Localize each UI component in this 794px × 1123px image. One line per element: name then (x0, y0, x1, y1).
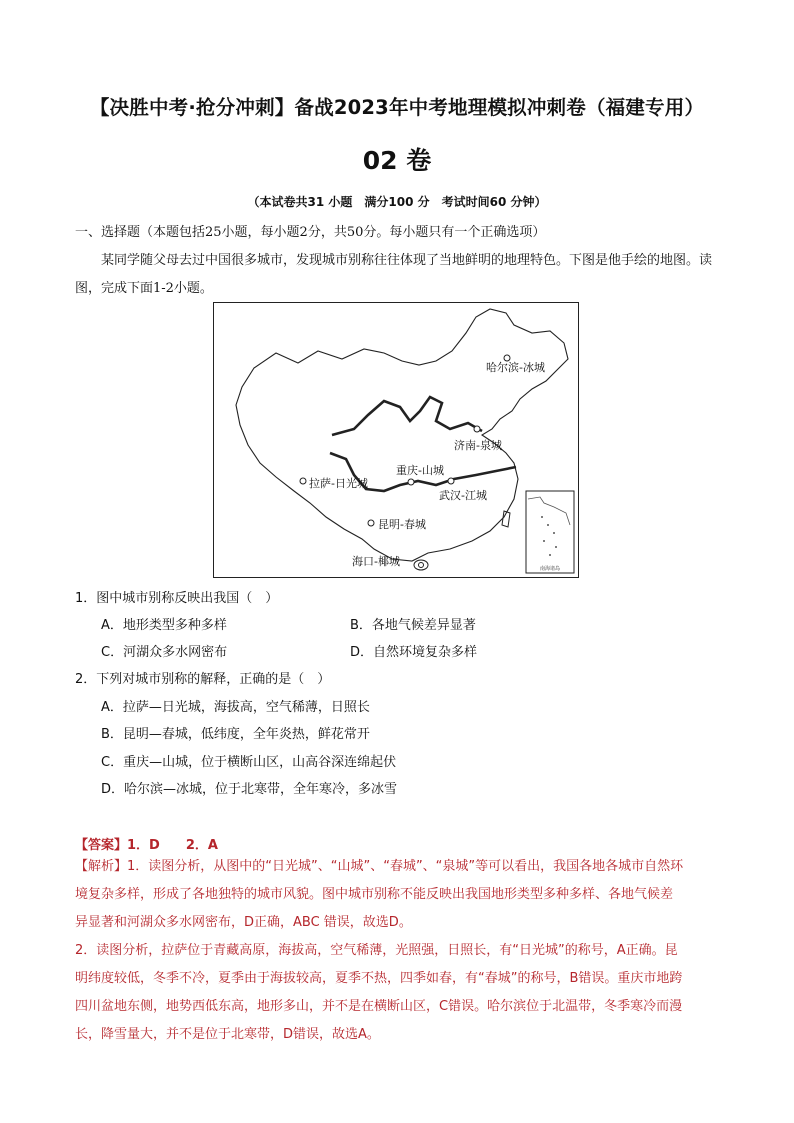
city-label-harbin: 哈尔滨-冰城 (486, 361, 545, 374)
south-china-sea-inset (526, 491, 574, 573)
wuhan-marker (448, 478, 454, 484)
china-map-drawing (214, 303, 578, 577)
city-label-chongqing: 重庆-山城 (396, 464, 444, 477)
q2-option-c: C．重庆—山城，位于横断山区，山高谷深连绵起伏 (101, 755, 397, 770)
city-label-jinan: 济南-泉城 (454, 439, 502, 452)
haikou-marker (419, 563, 424, 568)
analysis-line: 2．读图分析，拉萨位于青藏高原，海拔高，空气稀薄，光照强，日照长，有“日光城”的称号，A正确。昆 (75, 943, 678, 958)
analysis-line: 四川盆地东侧，地势西低东高，地形多山，并不是在横断山区，C错误。哈尔滨位于北温带，冬季寒冷而漫 (75, 999, 683, 1014)
analysis-line: 境复杂多样，形成了各地独特的城市风貌。图中城市别称不能反映出我国地形类型多种多样、各地气候差 (75, 887, 674, 902)
question-intro: 某同学随父母去过中国很多城市，发现城市别称往往体现了当地鲜明的地理特色。下图是他手绘的地图。读图，完成下面1-2小题。 (75, 253, 713, 296)
yellow-river (332, 397, 482, 435)
analysis-line: 异显著和河湖众多水网密布，D正确，ABC 错误，故选D。 (75, 915, 412, 930)
analysis-line: 明纬度较低，冬季不冷，夏季由于海拔较高，夏季不热，四季如春，有“春城”的称号，B错误。重庆市地跨 (75, 971, 683, 986)
q2-option-d: D．哈尔滨—冰城，位于北寒带，全年寒冷，多冰雪 (101, 782, 398, 797)
q1-option-b: B．各地气候差异显著 (350, 618, 476, 633)
question-1-stem: 1．图中城市别称反映出我国（ ） (75, 591, 279, 606)
q1-option-d: D．自然环境复杂多样 (350, 645, 478, 660)
china-map (213, 302, 579, 578)
kunming-marker (368, 520, 374, 526)
section-heading: 一、选择题（本题包括25小题，每小题2分，共50分。每小题只有一个正确选项） (75, 225, 546, 240)
page-title: 【决胜中考·抢分冲刺】备战2023年中考地理模拟冲刺卷（福建专用） (89, 96, 705, 119)
exam-meta: （本试卷共31 小题 满分100 分 考试时间60 分钟） (247, 195, 547, 209)
city-label-haikou: 海口-椰城 (352, 555, 400, 568)
inset-label: 南海诸岛 (539, 566, 561, 572)
q2-option-a: A．拉萨—日光城，海拔高，空气稀薄，日照长 (101, 700, 370, 715)
q2-option-b: B．昆明—春城，低纬度，全年炎热，鲜花常开 (101, 727, 370, 742)
city-label-kunming: 昆明-春城 (378, 518, 426, 531)
analysis-line: 长，降雪量大，并不是位于北寒带，D错误，故选A。 (75, 1027, 380, 1042)
answer-key: 【答案】1．D 2．A (75, 838, 218, 853)
q1-option-a: A．地形类型多种多样 (101, 618, 227, 633)
analysis-line: 【解析】1．读图分析，从图中的“日光城”、“山城”、“春城”、“泉城”等可以看出，我国各地各城市自然环 (75, 859, 684, 874)
chongqing-marker (408, 479, 414, 485)
question-2-stem: 2．下列对城市别称的解释，正确的是（ ） (75, 672, 331, 687)
volume-label: 02 卷 (362, 146, 432, 175)
city-label-wuhan: 武汉-江城 (439, 489, 487, 502)
jinan-marker (474, 426, 480, 432)
city-label-lhasa: 拉萨-日光城 (309, 477, 368, 490)
q1-option-c: C．河湖众多水网密布 (101, 645, 228, 660)
lhasa-marker (300, 478, 306, 484)
